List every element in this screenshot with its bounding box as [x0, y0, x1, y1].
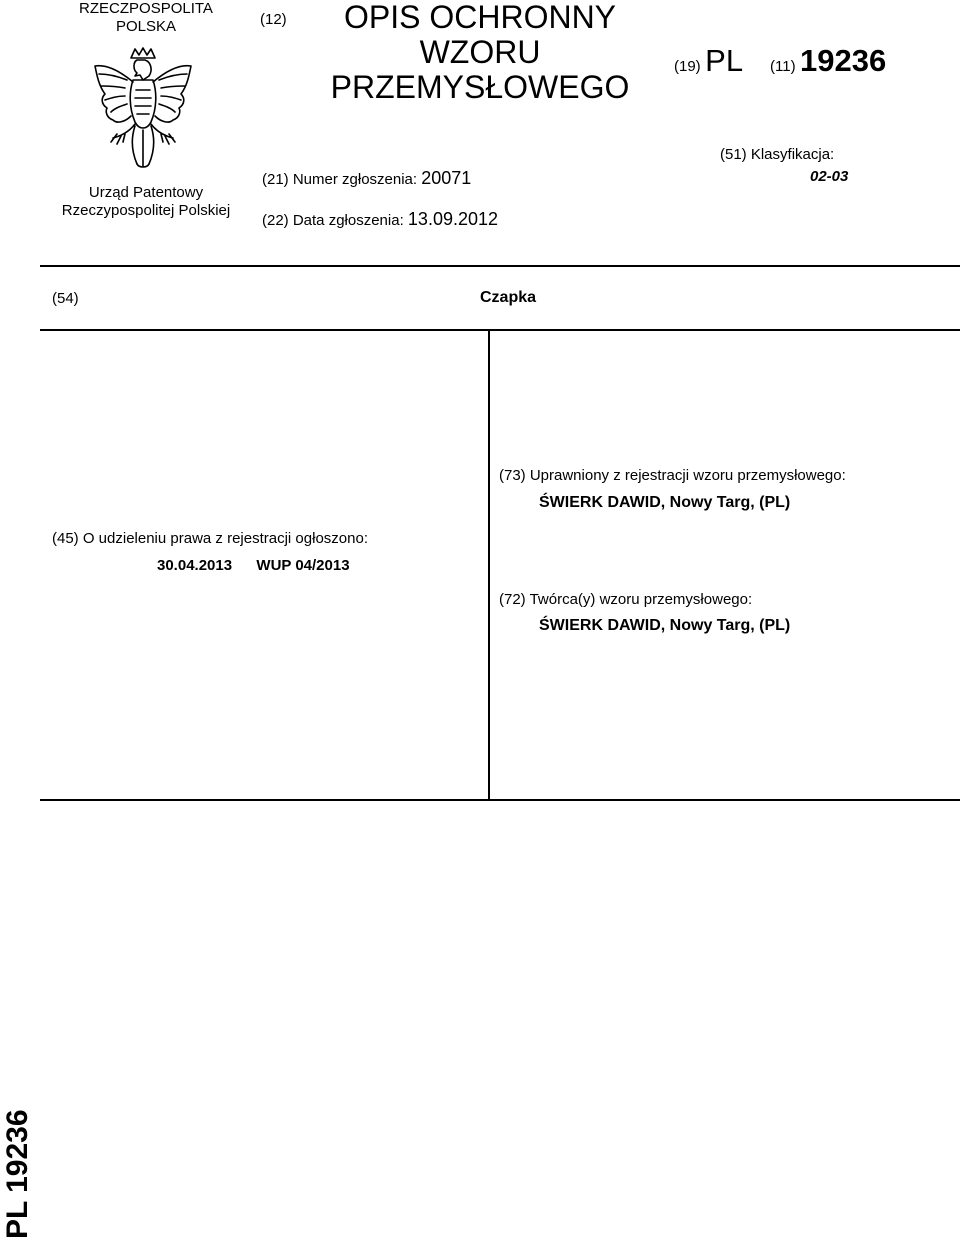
document-number: 19236 — [800, 43, 887, 78]
right-holder-label: (73) Uprawniony z rejestracji wzoru przemysłowego: — [499, 467, 846, 484]
bulletin-number: WUP 04/2013 — [256, 557, 350, 574]
divider-bottom — [40, 799, 960, 801]
grant-date: 30.04.2013 — [157, 557, 233, 574]
divider-top — [40, 265, 960, 267]
classification-value: 02-03 — [810, 168, 849, 185]
designer-label: (72) Twórca(y) wzoru przemysłowego: — [499, 591, 753, 608]
classification-label: (51) Klasyfikacja: — [720, 146, 835, 163]
document-number-block — [770, 43, 886, 79]
code-11: (11) — [770, 58, 796, 75]
grant-announcement-label: (45) O udzieleniu prawa z rejestracji ogłoszono: — [52, 530, 368, 547]
divider-vertical — [488, 330, 490, 800]
polish-eagle-emblem-icon — [91, 46, 195, 170]
divider-title — [40, 329, 960, 331]
design-title-code: (54) — [52, 290, 79, 307]
right-holder-value: ŚWIERK DAWID, Nowy Targ, (PL) — [539, 494, 791, 511]
document-title-line-2: WZORU — [419, 34, 541, 70]
application-number-field — [262, 168, 471, 189]
application-number-value: 20071 — [421, 168, 472, 188]
country-line-1: RZECZPOSPOLITA — [79, 0, 213, 17]
spine-document-number: PL 19236 — [1, 1109, 34, 1239]
patent-office-name — [0, 184, 292, 220]
country-code-block — [674, 43, 743, 79]
country-line-2: POLSKA — [115, 18, 177, 35]
application-number-label: (21) Numer zgłoszenia: — [262, 171, 418, 188]
design-title: Czapka — [480, 289, 537, 306]
country-code: PL — [705, 43, 744, 78]
document-title — [300, 0, 660, 105]
office-line-1: Urząd Patentowy — [88, 184, 204, 201]
designer-value: ŚWIERK DAWID, Nowy Targ, (PL) — [539, 617, 791, 634]
document-title-line-3: PRZEMYSŁOWEGO — [330, 69, 630, 105]
application-date-value: 13.09.2012 — [407, 209, 499, 229]
country-name — [0, 0, 292, 36]
office-line-2: Rzeczypospolitej Polskiej — [61, 202, 231, 219]
application-date-label: (22) Data zgłoszenia: — [262, 212, 404, 229]
application-date-field — [262, 209, 498, 230]
document-title-line-1: OPIS OCHRONNY — [343, 0, 617, 35]
grant-announcement-value — [157, 557, 350, 574]
code-19: (19) — [674, 58, 701, 75]
code-12: (12) — [260, 11, 287, 28]
